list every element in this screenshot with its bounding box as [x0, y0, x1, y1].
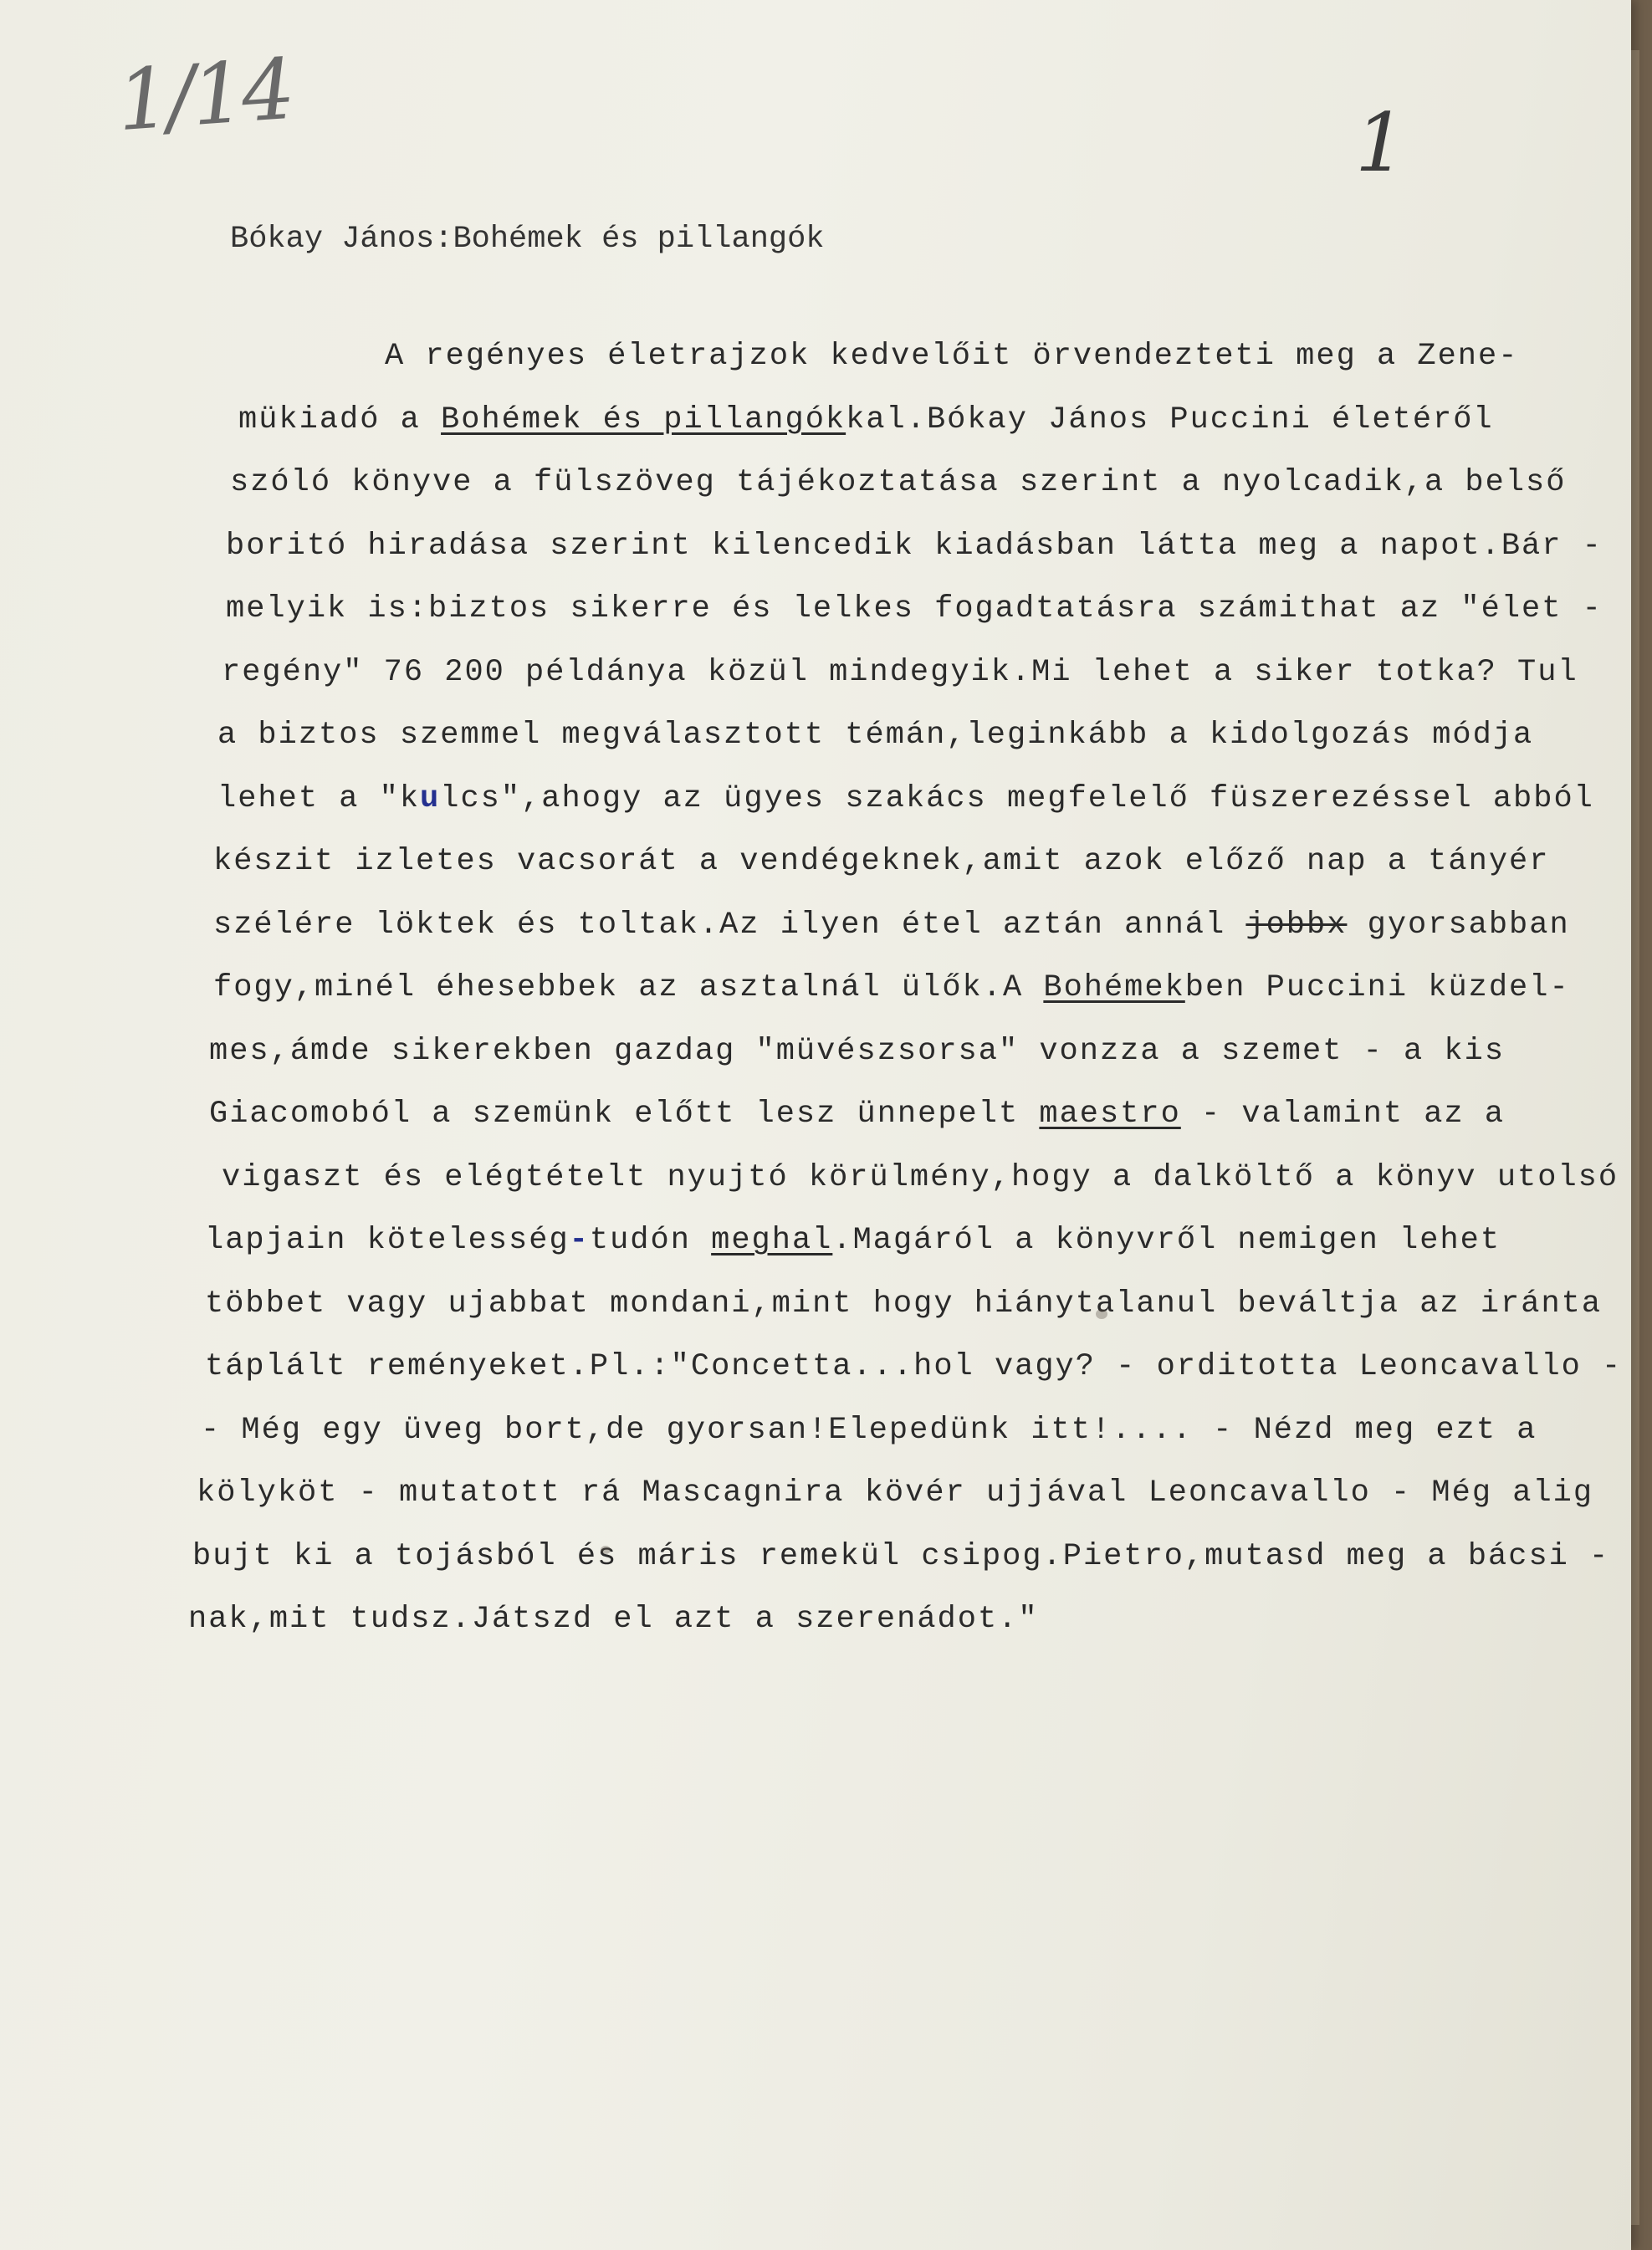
- text-segment: mes,ámde sikerekben gazdag "müvészsorsa" vonzza a szemet - a kis: [209, 1033, 1506, 1069]
- body-line: [209, 1034, 1505, 1069]
- text-segment: nak,mit tudsz.Játszd el azt a szerenádot.": [188, 1602, 1039, 1637]
- underlined-title-text: maestro: [1039, 1097, 1181, 1132]
- text-segment: a biztos szemmel megválasztott témán,leginkább a kidolgozás módja: [217, 718, 1534, 753]
- body-line: [213, 844, 1549, 879]
- ink-spot: [601, 1546, 611, 1554]
- body-line: [213, 908, 1570, 943]
- text-segment: bujt ki a tojásból és máris remekül csipog.Pietro,mutasd meg a bácsi -: [192, 1538, 1610, 1574]
- text-segment: szélére löktek és toltak.Az ilyen étel aztán annál: [213, 907, 1246, 943]
- body-line: [188, 1602, 1039, 1637]
- body-line: [238, 402, 1494, 437]
- underlined-title-text: Bohémek: [1043, 970, 1185, 1005]
- handwritten-correction: u: [420, 780, 441, 816]
- text-segment: Giacomoból a szemünk előtt lesz ünnepelt: [209, 1097, 1040, 1132]
- body-line: [205, 1349, 1622, 1384]
- body-line: [217, 781, 1594, 816]
- body-line: [226, 591, 1603, 626]
- text-segment: lehet a "k: [217, 780, 421, 816]
- text-segment: fogy,minél éhesebbek az asztalnál ülők.A: [213, 970, 1044, 1005]
- body-line: [226, 529, 1603, 564]
- underlined-title-text: Bohémek és pillangók: [441, 401, 846, 437]
- document-title: Bókay János:Bohémek és pillangók: [230, 222, 825, 257]
- handwritten-page-number: 1: [1355, 96, 1407, 190]
- text-segment: többet vagy ujabbat mondani,mint hogy hiánytalanul beváltja az iránta: [205, 1286, 1603, 1322]
- text-segment: gyorsabban: [1347, 907, 1570, 943]
- handwritten-correction: -: [569, 1223, 590, 1258]
- text-segment: lcs",ahogy az ügyes szakács megfelelő füszerezéssel abból: [440, 780, 1594, 816]
- text-segment: lapjain kötelesség: [205, 1223, 570, 1258]
- text-segment: melyik is:biztos sikerre és lelkes fogadtatásra számithat az "élet -: [226, 591, 1603, 626]
- text-segment: .Magáról a könyvről nemigen lehet: [832, 1223, 1501, 1258]
- text-segment: - Még egy üveg bort,de gyorsan!Elepedünk itt!.... - Nézd meg ezt a: [201, 1412, 1537, 1448]
- body-line: [230, 465, 1566, 500]
- text-segment: kal.Bókay János Puccini életéről: [846, 401, 1494, 437]
- body-line: [385, 339, 1518, 374]
- text-segment: készit izletes vacsorát a vendégeknek,amit azok előző nap a tányér: [213, 844, 1550, 879]
- body-line: [222, 655, 1578, 690]
- text-segment: tudón: [589, 1223, 712, 1258]
- body-line: [209, 1097, 1505, 1132]
- body-line: [213, 970, 1570, 1005]
- body-line: [201, 1413, 1537, 1448]
- body-line: [197, 1475, 1593, 1511]
- body-line: [205, 1286, 1602, 1322]
- body-line: [222, 1160, 1619, 1195]
- text-segment: - valamint az a: [1180, 1097, 1506, 1132]
- handwritten-corner-mark: 1/14: [114, 39, 295, 151]
- text-segment: kölyköt - mutatott rá Mascagnira kövér ujjával Leoncavallo - Még alig: [197, 1475, 1594, 1511]
- text-segment: vigaszt és elégtételt nyujtó körülmény,hogy a dalköltő a könyv utolsó: [222, 1159, 1619, 1195]
- ink-spot: [1096, 1309, 1107, 1319]
- text-segment: táplált reményeket.Pl.:"Concetta...hol vagy? - orditotta Leoncavallo -: [205, 1349, 1623, 1384]
- body-line: [217, 718, 1533, 753]
- underlined-title-text: meghal: [711, 1223, 833, 1258]
- body-line: [192, 1539, 1609, 1574]
- text-segment: regény" 76 200 példánya közül mindegyik.Mi lehet a siker totka? Tul: [222, 654, 1578, 690]
- text-segment: A regényes életrajzok kedvelőit örvendezteti meg a Zene-: [385, 339, 1519, 374]
- text-segment: ben Puccini küzdel-: [1184, 970, 1570, 1005]
- text-segment: boritó hiradása szerint kilencedik kiadásban látta meg a napot.Bár -: [226, 528, 1603, 564]
- body-line: [205, 1223, 1501, 1258]
- text-segment: szóló könyve a fülszöveg tájékoztatása szerint a nyolcadik,a belső: [230, 465, 1567, 500]
- struck-out-text: jobbx: [1245, 907, 1348, 943]
- text-segment: mükiadó a: [238, 401, 442, 437]
